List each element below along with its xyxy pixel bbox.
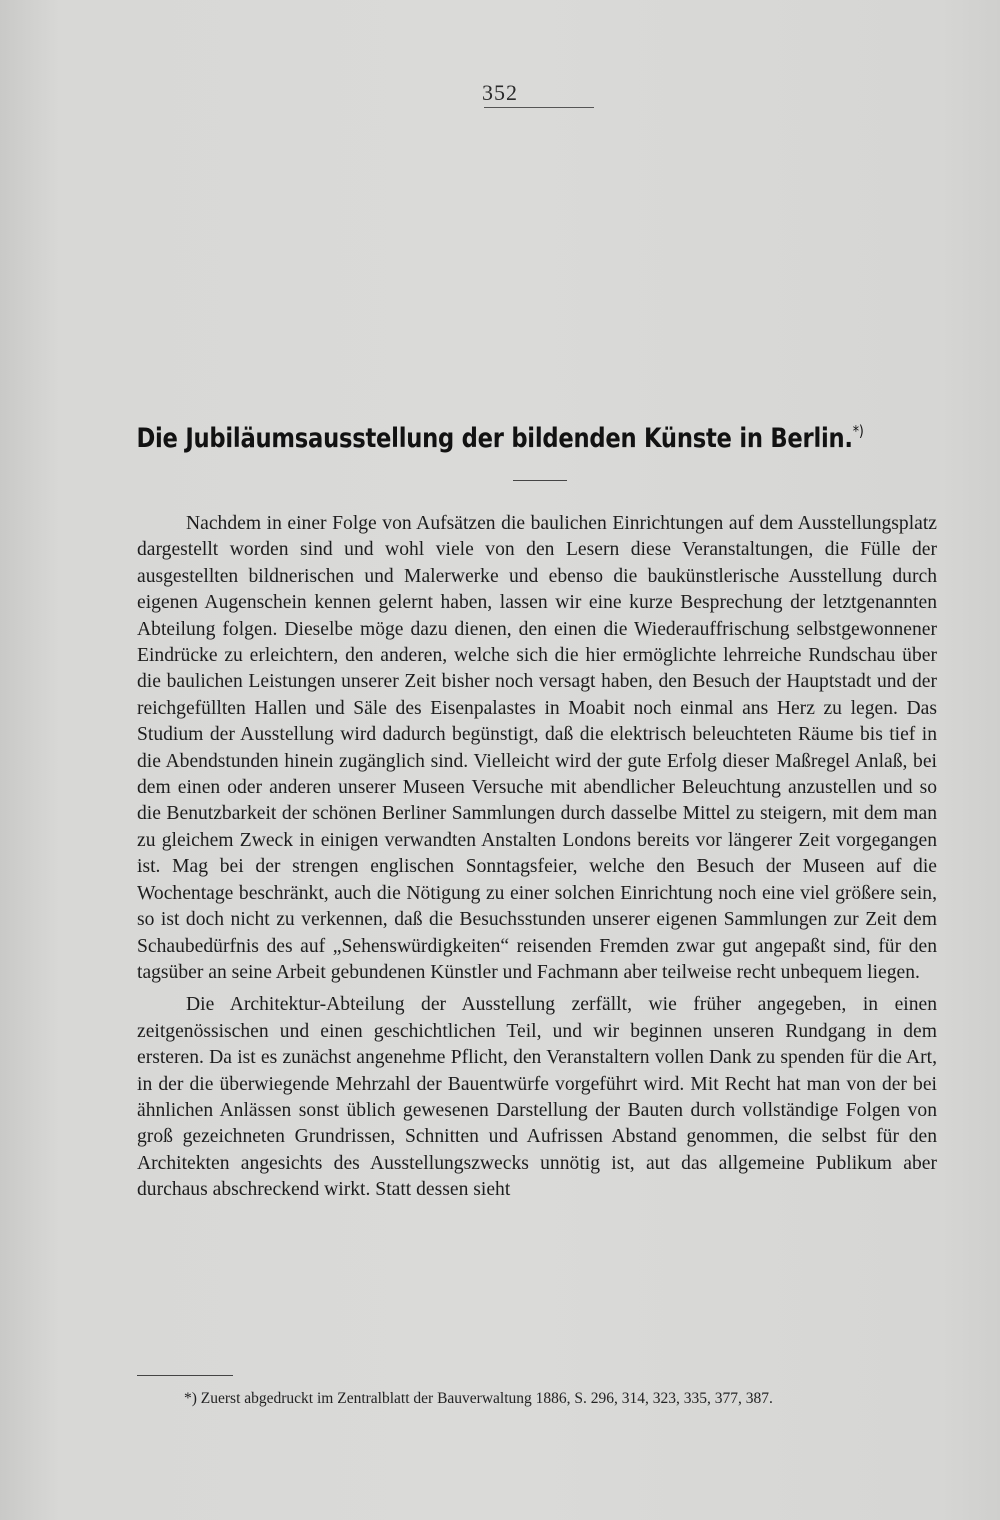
article-body — [137, 511, 937, 1204]
header-rule — [484, 107, 594, 108]
paragraph-2: Die Architektur-Abteilung der Ausstellung zerfällt, wie früher angegeben, in einen zeitgenössischen und einen geschichtlichen Teil, und wir beginnen unseren Rundgang in dem ersteren. Da ist es zunächst angenehme Pflicht, den Veranstaltern vollen Dank zu spenden für die Art, in der die überwiegende Mehrzahl der Bauentwürfe vorgeführt wird. Mit Recht hat man von der bei ähnlichen Anlässen sonst üblich gewesenen Darstellung der Bauten durch vollständige Folgen von groß gezeichneten Grundrissen, Schnitten und Aufrissen Abstand genommen, die selbst für den Architekten angesichts des Ausstellungszwecks unnötig ist, aut das allgemeine Publikum aber durchaus abschreckend wirkt. Statt dessen sieht — [137, 994, 937, 1201]
footnote: *) Zuerst abgedruckt im Zentralblatt der Bauverwaltung 1886, S. 296, 314, 323, 335, 377, 387. — [184, 1390, 773, 1407]
footnote-rule — [137, 1375, 233, 1376]
article-title — [80, 422, 920, 454]
title-footnote-marker: *) — [852, 422, 864, 440]
title-rule — [513, 480, 567, 481]
paragraph-1: Nachdem in einer Folge von Aufsätzen die baulichen Einrichtungen auf dem Ausstellungsplatz dargestellt worden sind und wohl viele von den Lesern diese Veranstaltungen, die Fülle der ausgestellten bildnerischen und Malerwerke und ebenso die baukünstlerische Ausstellung durch eigenen Augenschein kennen gelernt haben, lassen wir eine kurze Besprechung der letztgenannten Abteilung folgen. Dieselbe möge dazu dienen, den einen die Wiederauffrischung selbstgewonnener Eindrücke zu erleichtern, den anderen, welche sich die hier ermöglichte lehrreiche Rundschau über die baulichen Leistungen unserer Zeit bisher noch versagt haben, den Besuch der Hauptstadt und der reichgefüllten Hallen und Säle des Eisenpalastes in Moabit noch einmal ans Herz zu legen. Das Studium der Ausstellung wird dadurch begünstigt, daß die elektrisch beleuchteten Räume bis tief in die Abendstunden hinein zugänglich sind. Vielleicht wird der gute Erfolg dieser Maßregel Anlaß, bei dem einen oder anderen unserer Museen Versuche mit abendlicher Beleuchtung anzustellen und so die Benutzbarkeit der schönen Berliner Sammlungen durch dasselbe Mittel zu steigern, mit dem man zu gleichem Zweck in einigen verwandten Anstalten Londons bereits vor längerer Zeit vorgegangen ist. Mag bei der strengen englischen Sonntagsfeier, welche den Besuch der Museen auf die Wochentage beschränkt, auch die Nötigung zu einer solchen Einrichtung noch eine viel größere sein, so ist doch nicht zu verkennen, daß die Besuchsstunden unserer eigenen Sammlungen zur Zeit dem Schaubedürfnis des auf „Sehenswürdigkeiten“ reisenden Fremden zwar gut angepaßt sind, für den tagsüber an seine Arbeit gebundenen Künstler und Fachmann aber teilweise recht unbequem liegen. — [137, 513, 937, 983]
page-number: 352 — [482, 80, 518, 105]
article-title-text: Die Jubiläumsausstellung der bildenden Künste in Berlin. — [136, 423, 853, 454]
